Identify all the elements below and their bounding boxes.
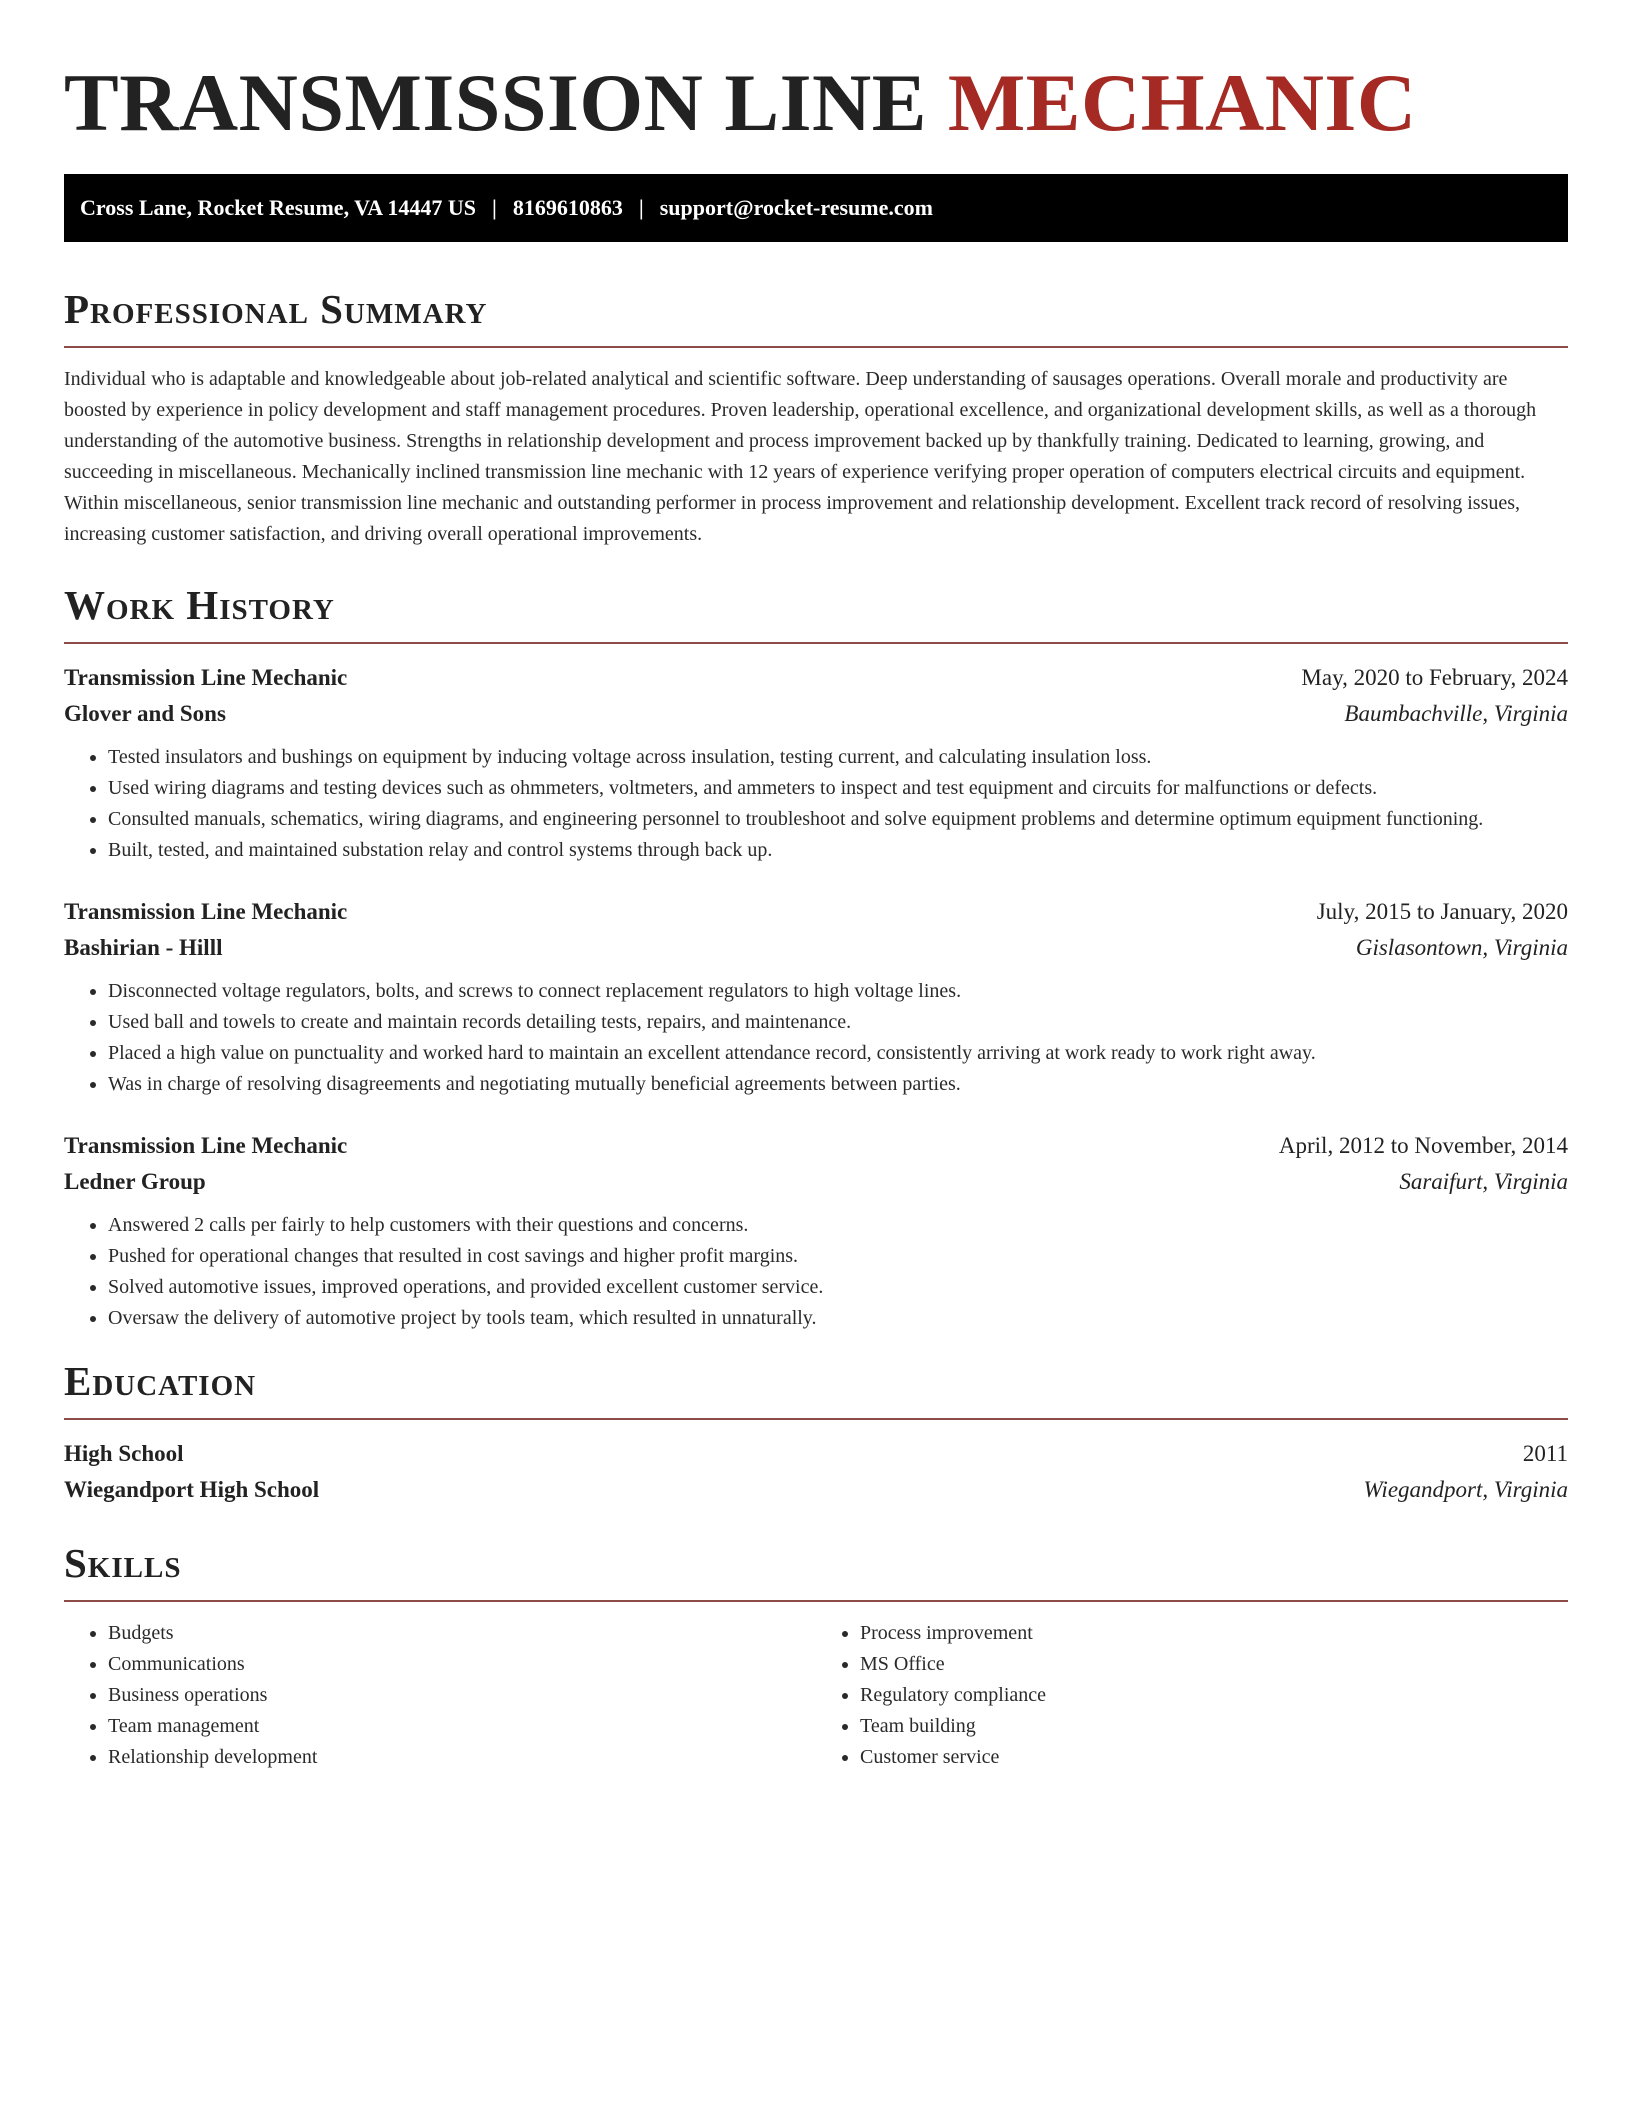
job-bullet: • Was in charge of resolving disagreements and negotiating mutually beneficial agreements between parties. bbox=[108, 1069, 1568, 1100]
skill-item: • Process improvement bbox=[860, 1618, 1568, 1649]
job-title: Transmission Line Mechanic bbox=[64, 1133, 348, 1158]
contact-email: support@rocket-resume.com bbox=[659, 195, 933, 220]
summary-section bbox=[64, 284, 1568, 550]
section-title-education: Education bbox=[64, 1358, 257, 1404]
contact-address: Cross Lane, Rocket Resume, VA 14447 US bbox=[80, 195, 477, 220]
skill-item: • Communications bbox=[108, 1649, 816, 1680]
job-entry bbox=[64, 1128, 1568, 1334]
education-section bbox=[64, 1356, 1568, 1508]
job-dates: July, 2015 to January, 2020 bbox=[1316, 899, 1568, 924]
skill-item: • Business operations bbox=[108, 1680, 816, 1711]
resume-name bbox=[64, 50, 1568, 156]
job-company: Bashirian - Hilll bbox=[64, 935, 223, 960]
skill-item: • Budgets bbox=[108, 1618, 816, 1649]
work-history-section bbox=[64, 580, 1568, 1334]
job-bullets bbox=[64, 742, 1568, 866]
job-location: Saraifurt, Virginia bbox=[1399, 1169, 1568, 1194]
contact-phone: 8169610863 bbox=[512, 195, 623, 220]
job-company: Glover and Sons bbox=[64, 701, 226, 726]
education-school: Wiegandport High School bbox=[64, 1477, 320, 1502]
job-bullet: • Built, tested, and maintained substation relay and control systems through back up. bbox=[108, 835, 1568, 866]
job-title: Transmission Line Mechanic bbox=[64, 665, 348, 690]
contact-bar bbox=[64, 174, 1568, 242]
skill-item: • Regulatory compliance bbox=[860, 1680, 1568, 1711]
skill-item: • MS Office bbox=[860, 1649, 1568, 1680]
job-bullets bbox=[64, 1210, 1568, 1334]
contact-separator: | bbox=[492, 195, 497, 220]
job-dates: May, 2020 to February, 2024 bbox=[1301, 665, 1568, 690]
section-title-summary: Professional Summary bbox=[64, 286, 488, 332]
job-title: Transmission Line Mechanic bbox=[64, 899, 348, 924]
skill-item: • Relationship development bbox=[108, 1742, 816, 1773]
skill-item: • Customer service bbox=[860, 1742, 1568, 1773]
section-title-work-history: Work History bbox=[64, 582, 335, 628]
job-entry bbox=[64, 894, 1568, 1100]
education-degree: High School bbox=[64, 1441, 184, 1466]
job-bullet: • Used ball and towels to create and maintain records detailing tests, repairs, and maintenance. bbox=[108, 1007, 1568, 1038]
job-bullet: • Placed a high value on punctuality and worked hard to maintain an excellent attendance record, consistently arriving at work ready to work right away. bbox=[108, 1038, 1568, 1069]
skills-section bbox=[64, 1538, 1568, 1773]
skill-item: • Team building bbox=[860, 1711, 1568, 1742]
skills-columns bbox=[64, 1618, 1568, 1773]
job-company: Ledner Group bbox=[64, 1169, 206, 1194]
section-divider bbox=[64, 1418, 1568, 1420]
section-title-skills: Skills bbox=[64, 1540, 182, 1586]
job-bullet: • Pushed for operational changes that resulted in cost savings and higher profit margins. bbox=[108, 1241, 1568, 1272]
section-divider bbox=[64, 642, 1568, 644]
job-bullet: • Answered 2 calls per fairly to help customers with their questions and concerns. bbox=[108, 1210, 1568, 1241]
job-bullet: • Consulted manuals, schematics, wiring diagrams, and engineering personnel to troubleshoot and solve equipment problems and determine optimum equipment functioning. bbox=[108, 804, 1568, 835]
name-accent: MECHANIC bbox=[947, 57, 1417, 148]
job-bullet: • Disconnected voltage regulators, bolts, and screws to connect replacement regulators to high voltage lines. bbox=[108, 976, 1568, 1007]
summary-text: Individual who is adaptable and knowledgeable about job-related analytical and scientific software. Deep understanding of sausages operations. Overall morale and productivity are boosted by experience in policy development and staff management procedures. Proven leadership, operational excellence, and organizational development skills, as well as a thorough understanding of the automotive business. Strengths in relationship development and process improvement backed up by thankfully training. Dedicated to learning, growing, and succeeding in miscellaneous. Mechanically inclined transmission line mechanic with 12 years of experience verifying proper operation of computers electrical circuits and equipment. Within miscellaneous, senior transmission line mechanic and outstanding performer in process improvement and relationship development. Excellent track record of resolving issues, increasing customer satisfaction, and driving overall operational improvements. bbox=[64, 368, 1537, 545]
section-divider bbox=[64, 1600, 1568, 1602]
job-location: Gislasontown, Virginia bbox=[1355, 935, 1568, 960]
job-entry bbox=[64, 660, 1568, 866]
skills-list-left bbox=[64, 1618, 816, 1773]
education-year: 2011 bbox=[1522, 1441, 1568, 1466]
job-bullet: • Solved automotive issues, improved operations, and provided excellent customer service. bbox=[108, 1272, 1568, 1303]
name-first: TRANSMISSION LINE bbox=[64, 57, 927, 148]
job-location: Baumbachville, Virginia bbox=[1344, 701, 1568, 726]
contact-separator: | bbox=[638, 195, 644, 220]
job-dates: April, 2012 to November, 2014 bbox=[1278, 1133, 1568, 1158]
job-bullet: • Tested insulators and bushings on equipment by inducing voltage across insulation, testing current, and calculating insulation loss. bbox=[108, 742, 1568, 773]
skills-list-right bbox=[816, 1618, 1568, 1773]
section-divider bbox=[64, 346, 1568, 348]
job-bullet: • Oversaw the delivery of automotive project by tools team, which resulted in unnaturally. bbox=[108, 1303, 1568, 1334]
skill-item: • Team management bbox=[108, 1711, 816, 1742]
job-bullets bbox=[64, 976, 1568, 1100]
education-location: Wiegandport, Virginia bbox=[1363, 1477, 1568, 1502]
job-bullet: • Used wiring diagrams and testing devices such as ohmmeters, voltmeters, and ammeters to inspect and test equipment and circuits for malfunctions or defects. bbox=[108, 773, 1568, 804]
